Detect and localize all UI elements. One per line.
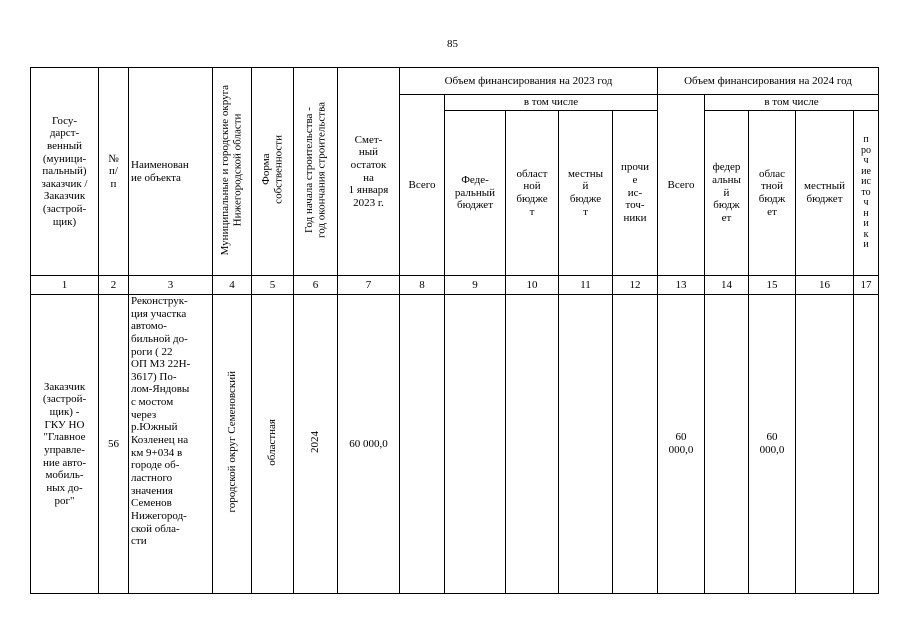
ownership-text: областная (266, 418, 279, 466)
column-number: 15 (749, 276, 796, 295)
page-number: 85 (447, 38, 458, 50)
column-number: 17 (854, 276, 879, 295)
header-financing-2023: Объем финансирования на 2023 год (400, 68, 658, 95)
header-total-2023: Всего (400, 95, 445, 276)
header-ownership-text: Форма собственности (259, 135, 285, 205)
regional-2023-cell (506, 295, 559, 594)
column-number: 8 (400, 276, 445, 295)
total-2024-cell: 60 000,0 (658, 295, 705, 594)
header-row-1 (31, 68, 879, 95)
header-number: № п/ п (99, 68, 129, 276)
column-number: 9 (445, 276, 506, 295)
header-local-2024: местный бюджет (796, 111, 854, 276)
other-2023-cell (613, 295, 658, 594)
column-number: 13 (658, 276, 705, 295)
column-number: 4 (213, 276, 252, 295)
header-including-2023: в том числе (445, 95, 658, 111)
column-number: 6 (294, 276, 338, 295)
customer-cell: Заказчик (застрой- щик) - ГКУ НО "Главное управле- ние авто- мобиль- ных до- рог" (31, 295, 99, 594)
header-regional-2023: област ной бюдже т (506, 111, 559, 276)
years-cell (294, 295, 338, 594)
header-years (294, 68, 338, 276)
column-number: 10 (506, 276, 559, 295)
regional-2024-cell: 60 000,0 (749, 295, 796, 594)
header-remainder: Смет- ный остаток на 1 января 2023 г. (338, 68, 400, 276)
years-text: 2024 (309, 431, 322, 454)
header-district (213, 68, 252, 276)
header-federal-2024: федер альны й бюдж ет (705, 111, 749, 276)
federal-2024-cell (705, 295, 749, 594)
header-object-name: Наименован ие объекта (129, 68, 213, 276)
header-financing-2024: Объем финансирования на 2024 год (658, 68, 879, 95)
financing-table (30, 67, 879, 594)
column-number-row (31, 276, 879, 295)
column-number: 1 (31, 276, 99, 295)
object-name-cell: Реконструк- ция участка автомо- бильной до- роги ( 22 ОП МЗ 22Н- 3617) По- лом-Яндовы с мостом через р.Южный Козленец на км 9+034 в городе об- ластного значения Семенов Нижегород- ской обла- сти (129, 295, 213, 594)
other-2024-cell (854, 295, 879, 594)
header-district-text: Муниципальные и городские округа Нижегородской области (219, 84, 244, 255)
column-number: 12 (613, 276, 658, 295)
federal-2023-cell (445, 295, 506, 594)
column-number: 11 (559, 276, 613, 295)
header-customer: Госу- дарст- венный (муници- пальный) заказчик / Заказчик (застрой- щик) (31, 68, 99, 276)
row-number-cell: 56 (99, 295, 129, 594)
column-number: 14 (705, 276, 749, 295)
column-number: 2 (99, 276, 129, 295)
column-number: 5 (252, 276, 294, 295)
ownership-cell (252, 295, 294, 594)
district-text: городской округ Семеновский (225, 371, 238, 513)
header-other-2024: п ро ч ие ис то ч н и к и (854, 111, 879, 276)
header-ownership (252, 68, 294, 276)
header-regional-2024: облас тной бюдж ет (749, 111, 796, 276)
header-including-2024: в том числе (705, 95, 879, 111)
header-local-2023: местны й бюдже т (559, 111, 613, 276)
total-2023-cell (400, 295, 445, 594)
local-2024-cell (796, 295, 854, 594)
local-2023-cell (559, 295, 613, 594)
column-number: 7 (338, 276, 400, 295)
header-years-text: Год начала строительства - год окончания строительства (302, 101, 328, 238)
district-cell (213, 295, 252, 594)
remainder-cell: 60 000,0 (338, 295, 400, 594)
column-number: 16 (796, 276, 854, 295)
header-total-2024: Всего (658, 95, 705, 276)
table-row (31, 295, 879, 594)
header-other-2023: прочи е ис- точ- ники (613, 111, 658, 276)
header-federal-2023: Феде- ральный бюджет (445, 111, 506, 276)
column-number: 3 (129, 276, 213, 295)
